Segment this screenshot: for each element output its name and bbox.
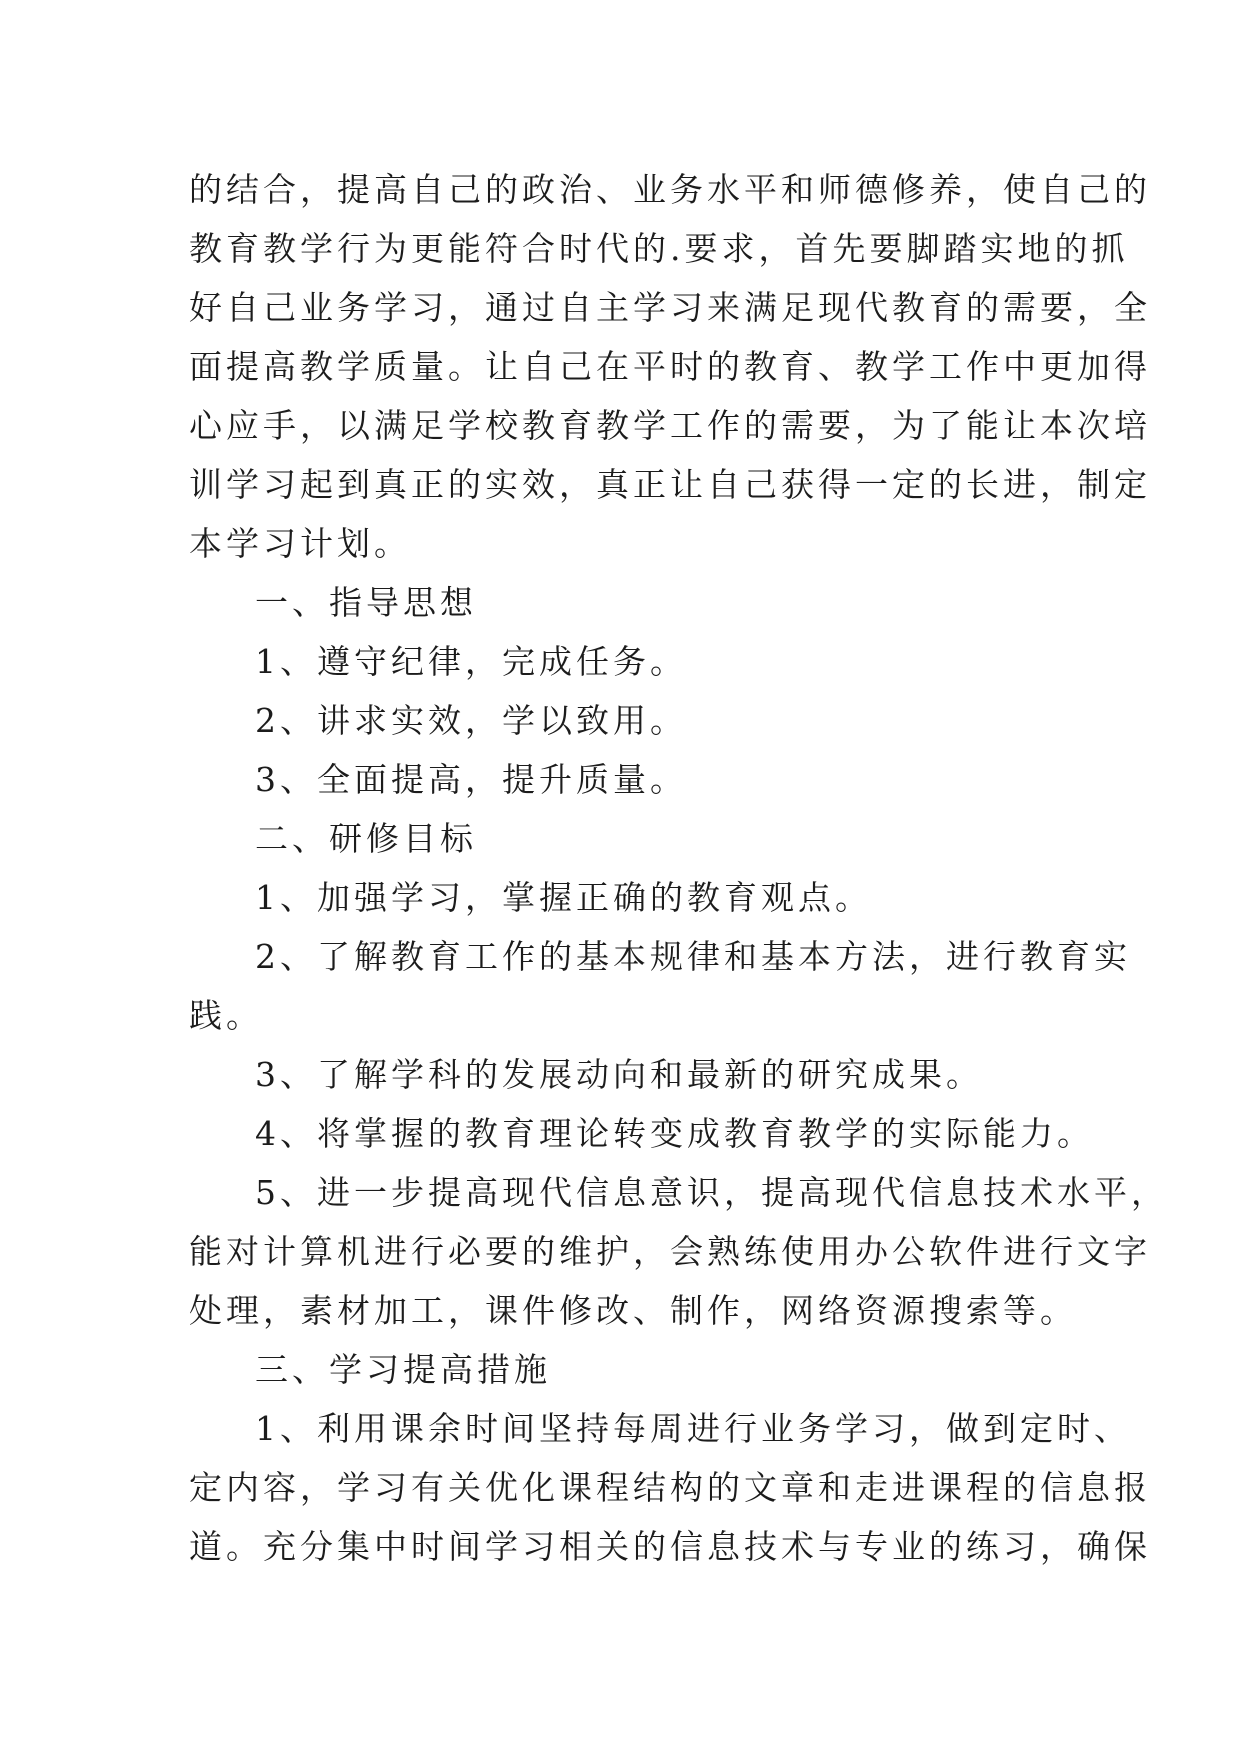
text-line: 1、遵守纪律，完成任务。	[255, 642, 687, 681]
text-line: 4、将掌握的教育理论转变成教育教学的实际能力。	[255, 1114, 1094, 1153]
text-line: 3、了解学科的发展动向和最新的研究成果。	[255, 1055, 983, 1094]
text-line: 面提高教学质量。让自己在平时的教育、教学工作中更加得	[189, 347, 1151, 386]
text-line: 2、了解教育工作的基本规律和基本方法，进行教育实	[255, 937, 1131, 976]
text-line: 本学习计划。	[189, 524, 411, 563]
text-line: 践。	[189, 996, 263, 1035]
body-text	[189, 160, 1168, 1576]
text-line: 道。充分集中时间学习相关的信息技术与专业的练习，确保	[189, 1527, 1151, 1566]
text-line: 教育教学行为更能符合时代的.要求，首先要脚踏实地的抓	[189, 229, 1129, 268]
text-line: 好自己业务学习，通过自主学习来满足现代教育的需要，全	[189, 288, 1151, 327]
text-line: 能对计算机进行必要的维护，会熟练使用办公软件进行文字	[189, 1232, 1151, 1271]
text-line: 训学习起到真正的实效，真正让自己获得一定的长进，制定	[189, 465, 1151, 504]
text-line: 处理，素材加工，课件修改、制作，网络资源搜索等。	[189, 1291, 1077, 1330]
text-line: 二、研修目标	[255, 819, 477, 858]
text-line: 一、指导思想	[255, 583, 477, 622]
text-line: 2、讲求实效，学以致用。	[255, 701, 687, 740]
text-line: 心应手，以满足学校教育教学工作的需要，为了能让本次培	[189, 406, 1151, 445]
text-line: 的结合，提高自己的政治、业务水平和师德修养，使自己的	[189, 170, 1151, 209]
text-line: 三、学习提高措施	[255, 1350, 551, 1389]
text-line: 1、加强学习，掌握正确的教育观点。	[255, 878, 872, 917]
text-line: 1、利用课余时间坚持每周进行业务学习，做到定时、	[255, 1409, 1131, 1448]
text-line: 3、全面提高，提升质量。	[255, 760, 687, 799]
text-line: 定内容，学习有关优化课程结构的文章和走进课程的信息报	[189, 1468, 1151, 1507]
text-line: 5、进一步提高现代信息意识，提高现代信息技术水平，	[255, 1173, 1168, 1212]
